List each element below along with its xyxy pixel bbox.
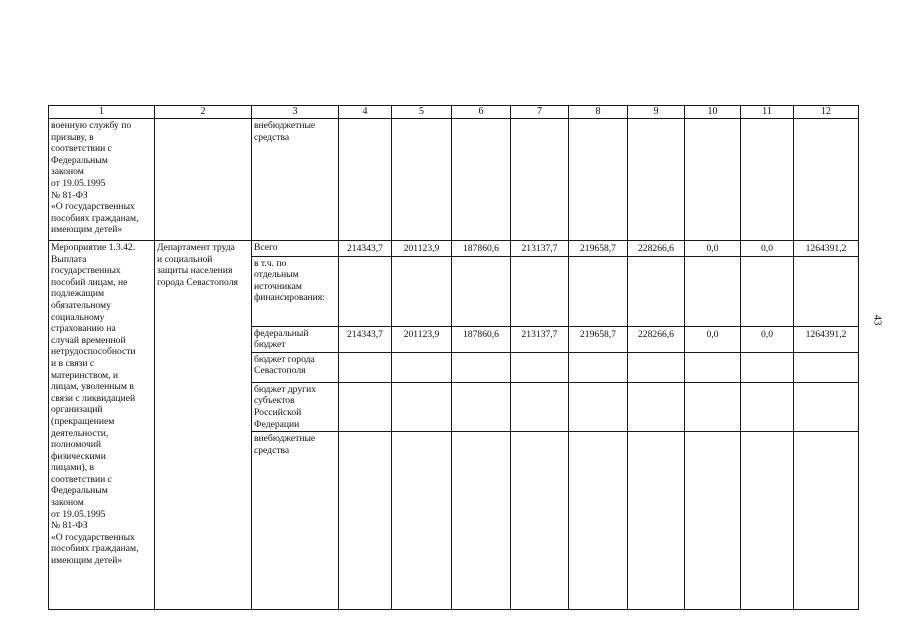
value-cell: 228266,6 bbox=[628, 241, 685, 257]
value-cell bbox=[452, 256, 511, 326]
value-cell bbox=[741, 256, 794, 326]
value-cell bbox=[794, 256, 859, 326]
source-label: федеральный бюджет bbox=[252, 326, 339, 352]
value-cell: 228266,6 bbox=[628, 326, 685, 352]
value-cell: 219658,7 bbox=[569, 326, 628, 352]
header-cell: 10 bbox=[685, 106, 741, 119]
header-cell: 9 bbox=[628, 106, 685, 119]
source-label: внебюджетные средства bbox=[252, 432, 339, 610]
header-cell: 2 bbox=[155, 106, 252, 119]
value-cell: 1264391,2 bbox=[794, 241, 859, 257]
measure-description: Мероприятие 1.3.42. Выплата государственных пособий лицам, не подлежащим обязательному социальному страхованию на случай временной нетрудоспособности и в связи с материнством, и лицам, уволенным в связи с ликвидацией организаций (прекращением деятельности, полномочий физическими лицами), в соответствии с Федеральным законом от 19.05.1995 № 81-ФЗ «О государственных пособиях гражданам, имеющим детей» bbox=[49, 241, 155, 610]
value-cell bbox=[392, 256, 452, 326]
value-cell: 201123,9 bbox=[392, 241, 452, 257]
value-cell: 0,0 bbox=[685, 326, 741, 352]
value-cell: 213137,7 bbox=[511, 241, 569, 257]
value-cell: 214343,7 bbox=[339, 241, 392, 257]
header-cell: 12 bbox=[794, 106, 859, 119]
executor-cell bbox=[155, 119, 252, 241]
budget-table bbox=[48, 105, 859, 610]
value-cell: 201123,9 bbox=[392, 326, 452, 352]
table-row bbox=[49, 119, 859, 241]
value-cell: 219658,7 bbox=[569, 241, 628, 257]
value-cell: 1264391,2 bbox=[794, 326, 859, 352]
header-cell: 8 bbox=[569, 106, 628, 119]
source-label: внебюджетные средства bbox=[252, 119, 339, 241]
value-cell bbox=[569, 256, 628, 326]
source-label: бюджет других субъектов Российской Федерации bbox=[252, 382, 339, 431]
value-cell bbox=[339, 256, 392, 326]
header-row bbox=[49, 106, 859, 119]
header-cell: 11 bbox=[741, 106, 794, 119]
header-cell: 5 bbox=[392, 106, 452, 119]
header-cell: 1 bbox=[49, 106, 155, 119]
table-row bbox=[49, 241, 859, 257]
source-label: бюджет города Севастополя bbox=[252, 352, 339, 382]
value-cell: 187860,6 bbox=[452, 241, 511, 257]
value-cell: 213137,7 bbox=[511, 326, 569, 352]
value-cell: 0,0 bbox=[741, 326, 794, 352]
source-label: в т.ч. по отдельным источникам финансирования: bbox=[252, 256, 339, 326]
value-cell: 0,0 bbox=[685, 241, 741, 257]
source-label: Всего bbox=[252, 241, 339, 257]
value-cell bbox=[685, 256, 741, 326]
header-cell: 3 bbox=[252, 106, 339, 119]
header-cell: 7 bbox=[511, 106, 569, 119]
header-cell: 4 bbox=[339, 106, 392, 119]
page-number: 43 bbox=[871, 314, 884, 326]
header-cell: 6 bbox=[452, 106, 511, 119]
value-cell: 187860,6 bbox=[452, 326, 511, 352]
value-cell: 214343,7 bbox=[339, 326, 392, 352]
value-cell bbox=[511, 256, 569, 326]
measure-description-cont: военную службу по призыву, в соответствии с Федеральным законом от 19.05.1995 № 81-ФЗ «О государственных пособиях гражданам, имеющим детей» bbox=[49, 119, 155, 241]
value-cell: 0,0 bbox=[741, 241, 794, 257]
executor-cell: Департамент труда и социальной защиты населения города Севастополя bbox=[155, 241, 252, 610]
value-cell bbox=[628, 256, 685, 326]
